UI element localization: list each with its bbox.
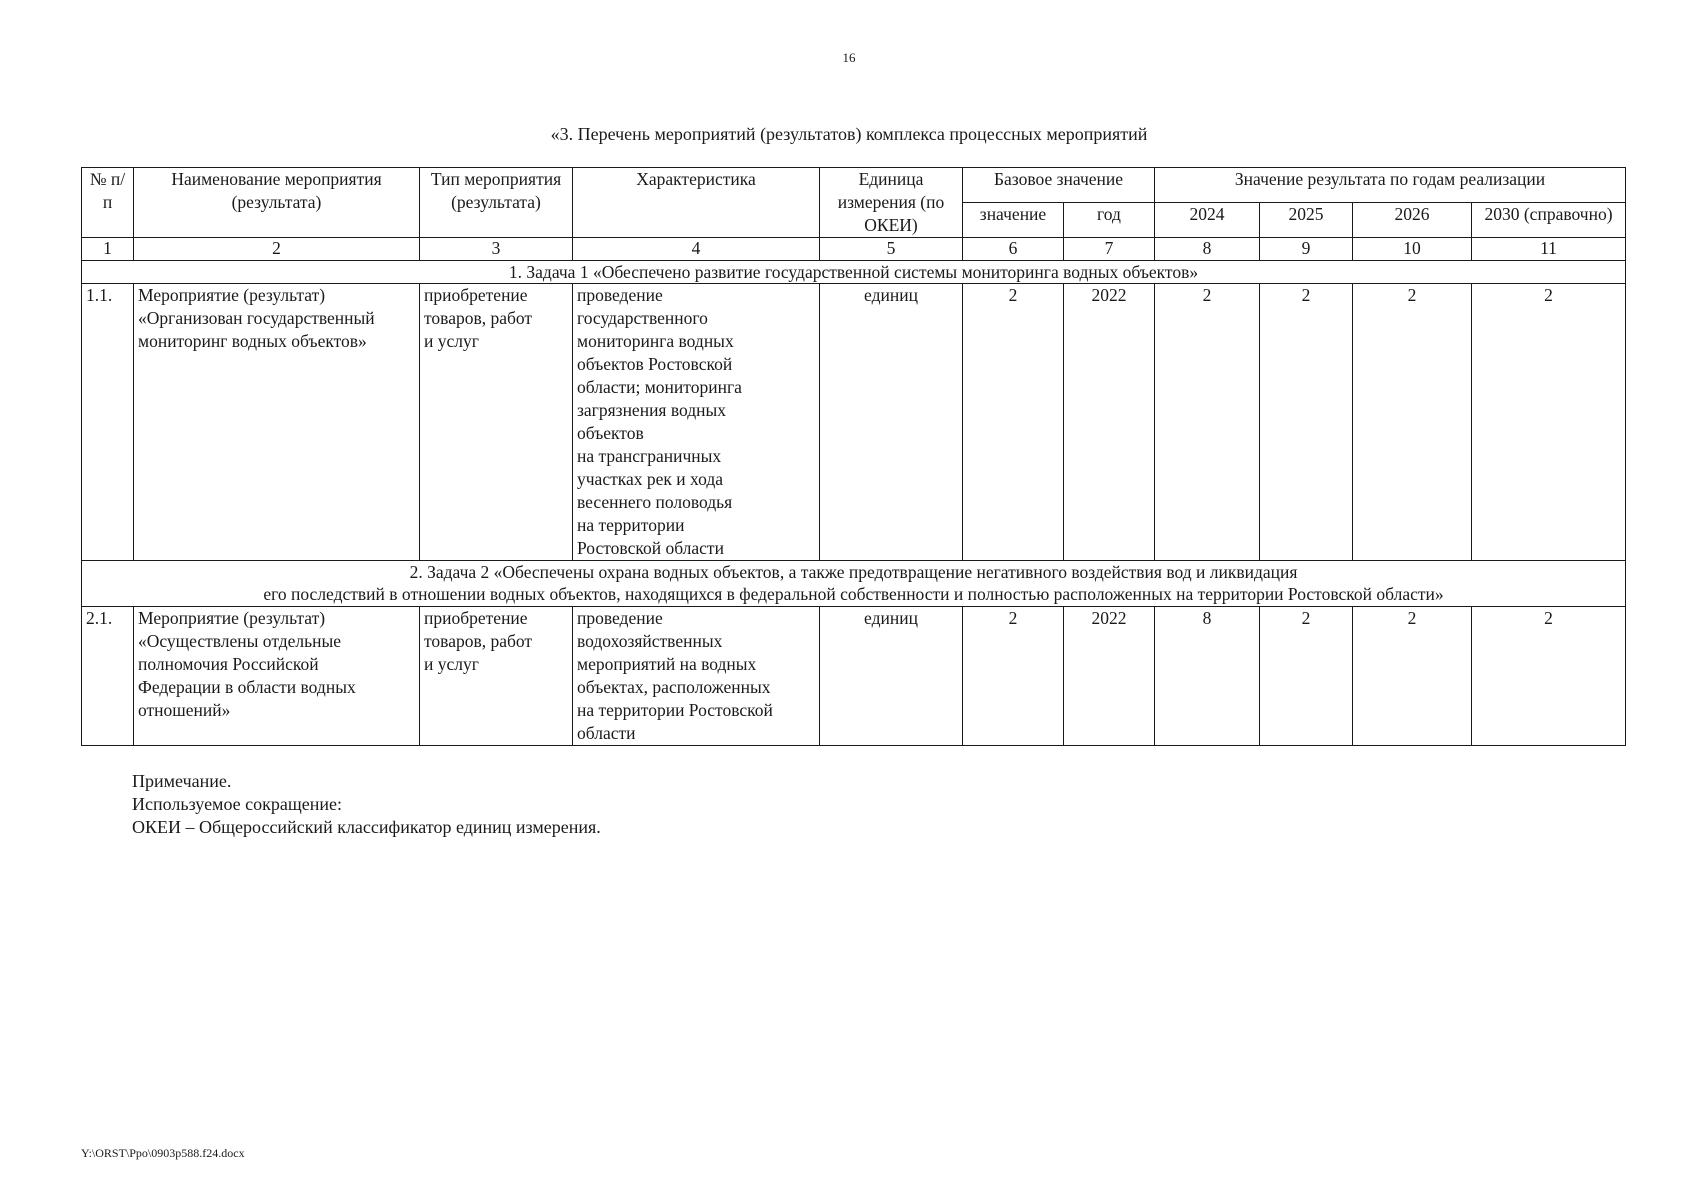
row-name-line: «Осуществлены отдельные — [138, 631, 342, 651]
row-type-line: и услуг — [424, 654, 479, 674]
table-header-row — [82, 168, 1626, 203]
task-2-title-line: 2. Задача 2 «Обеспечены охрана водных объектов, а также предотвращение негативного воздействия вод и ликвидация — [409, 562, 1298, 582]
row-characteristic — [573, 284, 820, 561]
row-char-line: объектов Ростовской — [577, 354, 733, 374]
row-value-2024: 2 — [1155, 284, 1260, 561]
row-char-line: на территории — [577, 515, 685, 535]
header-year-2024: 2024 — [1155, 203, 1260, 238]
row-type-line: товаров, работ — [424, 308, 533, 328]
row-base-value: 2 — [963, 284, 1064, 561]
row-type-line: и услуг — [424, 331, 479, 351]
row-char-line: весеннего половодья — [577, 492, 733, 512]
row-value-2026: 2 — [1353, 607, 1472, 746]
row-value-2030: 2 — [1472, 607, 1626, 746]
row-char-line: проведение — [577, 608, 663, 628]
row-char-line: области; мониторинга — [577, 377, 742, 397]
header-type: Тип мероприятия (результата) — [420, 168, 573, 238]
row-value-2026: 2 — [1353, 284, 1472, 561]
header-year-2025: 2025 — [1260, 203, 1353, 238]
row-name-line: «Организован государственный — [138, 308, 375, 328]
header-name: Наименование мероприятия (результата) — [134, 168, 420, 238]
row-base-value: 2 — [963, 607, 1064, 746]
header-base-group: Базовое значение — [963, 168, 1155, 203]
column-number: 2 — [134, 238, 420, 261]
task-1-title: 1. Задача 1 «Обеспечено развитие государственной системы мониторинга водных объектов» — [82, 261, 1626, 284]
row-type-line: приобретение — [424, 285, 528, 305]
footer-file-path: Y:\ORST\Ppo\0903p588.f24.docx — [81, 1146, 245, 1160]
row-char-line: мероприятий на водных — [577, 654, 757, 674]
note-line: Используемое сокращение: — [132, 794, 342, 814]
row-value-2024: 8 — [1155, 607, 1260, 746]
task-2-title — [82, 561, 1626, 607]
task-1-row — [82, 261, 1626, 284]
column-number: 11 — [1472, 238, 1626, 261]
column-number: 5 — [820, 238, 963, 261]
page-title: «3. Перечень мероприятий (результатов) комплекса процессных мероприятий — [550, 124, 1148, 144]
header-base-year: год — [1064, 203, 1155, 238]
column-number: 8 — [1155, 238, 1260, 261]
column-number: 9 — [1260, 238, 1353, 261]
row-char-line: объектах, расположенных — [577, 677, 771, 697]
table-row — [82, 284, 1626, 561]
column-number: 7 — [1064, 238, 1155, 261]
row-name-line: отношений» — [138, 700, 231, 720]
row-char-line: мониторинга водных — [577, 331, 734, 351]
row-char-line: области — [577, 723, 636, 743]
note-line: ОКЕИ – Общероссийский классификатор единиц измерения. — [132, 817, 601, 837]
table-row — [82, 607, 1626, 746]
row-value-2030: 2 — [1472, 284, 1626, 561]
row-num: 2.1. — [82, 607, 134, 746]
column-number-row — [82, 238, 1626, 261]
header-characteristic: Характеристика — [573, 168, 820, 238]
row-base-year: 2022 — [1064, 284, 1155, 561]
row-unit: единиц — [820, 284, 963, 561]
row-value-2025: 2 — [1260, 284, 1353, 561]
header-base-value: значение — [963, 203, 1064, 238]
row-char-line: на трансграничных — [577, 446, 722, 466]
row-value-2025: 2 — [1260, 607, 1353, 746]
task-2-title-line: его последствий в отношении водных объектов, находящихся в федеральной собственности и полностью расположенных на территории Ростовской области» — [263, 584, 1444, 604]
column-number: 3 — [420, 238, 573, 261]
row-char-line: объектов — [577, 423, 644, 443]
row-char-line: водохозяйственных — [577, 631, 723, 651]
column-number: 6 — [963, 238, 1064, 261]
header-year-2026: 2026 — [1353, 203, 1472, 238]
column-number: 1 — [82, 238, 134, 261]
row-char-line: Ростовской области — [577, 538, 724, 558]
row-base-year: 2022 — [1064, 607, 1155, 746]
row-type-line: товаров, работ — [424, 631, 533, 651]
note-block — [132, 770, 601, 839]
page-number: 16 — [842, 50, 856, 65]
row-name — [134, 607, 420, 746]
row-char-line: проведение — [577, 285, 663, 305]
row-char-line: на территории Ростовской — [577, 700, 773, 720]
header-num: № п/п — [82, 168, 134, 238]
row-characteristic — [573, 607, 820, 746]
row-char-line: государственного — [577, 308, 708, 328]
header-unit: Единица измерения (по ОКЕИ) — [820, 168, 963, 238]
row-char-line: загрязнения водных — [577, 400, 727, 420]
row-char-line: участках рек и хода — [577, 469, 723, 489]
column-number: 4 — [573, 238, 820, 261]
task-2-row — [82, 561, 1626, 607]
row-unit: единиц — [820, 607, 963, 746]
events-table — [81, 167, 1626, 746]
header-year-2030: 2030 (справочно) — [1472, 203, 1626, 238]
header-years-group: Значение результата по годам реализации — [1155, 168, 1626, 203]
row-name — [134, 284, 420, 561]
row-type — [420, 284, 573, 561]
row-num: 1.1. — [82, 284, 134, 561]
row-name-line: Мероприятие (результат) — [138, 285, 326, 305]
row-type — [420, 607, 573, 746]
column-number: 10 — [1353, 238, 1472, 261]
row-name-line: полномочия Российской — [138, 654, 319, 674]
note-heading: Примечание. — [132, 771, 232, 791]
row-name-line: мониторинг водных объектов» — [138, 331, 367, 351]
row-name-line: Мероприятие (результат) — [138, 608, 326, 628]
row-name-line: Федерации в области водных — [138, 677, 356, 697]
row-type-line: приобретение — [424, 608, 528, 628]
